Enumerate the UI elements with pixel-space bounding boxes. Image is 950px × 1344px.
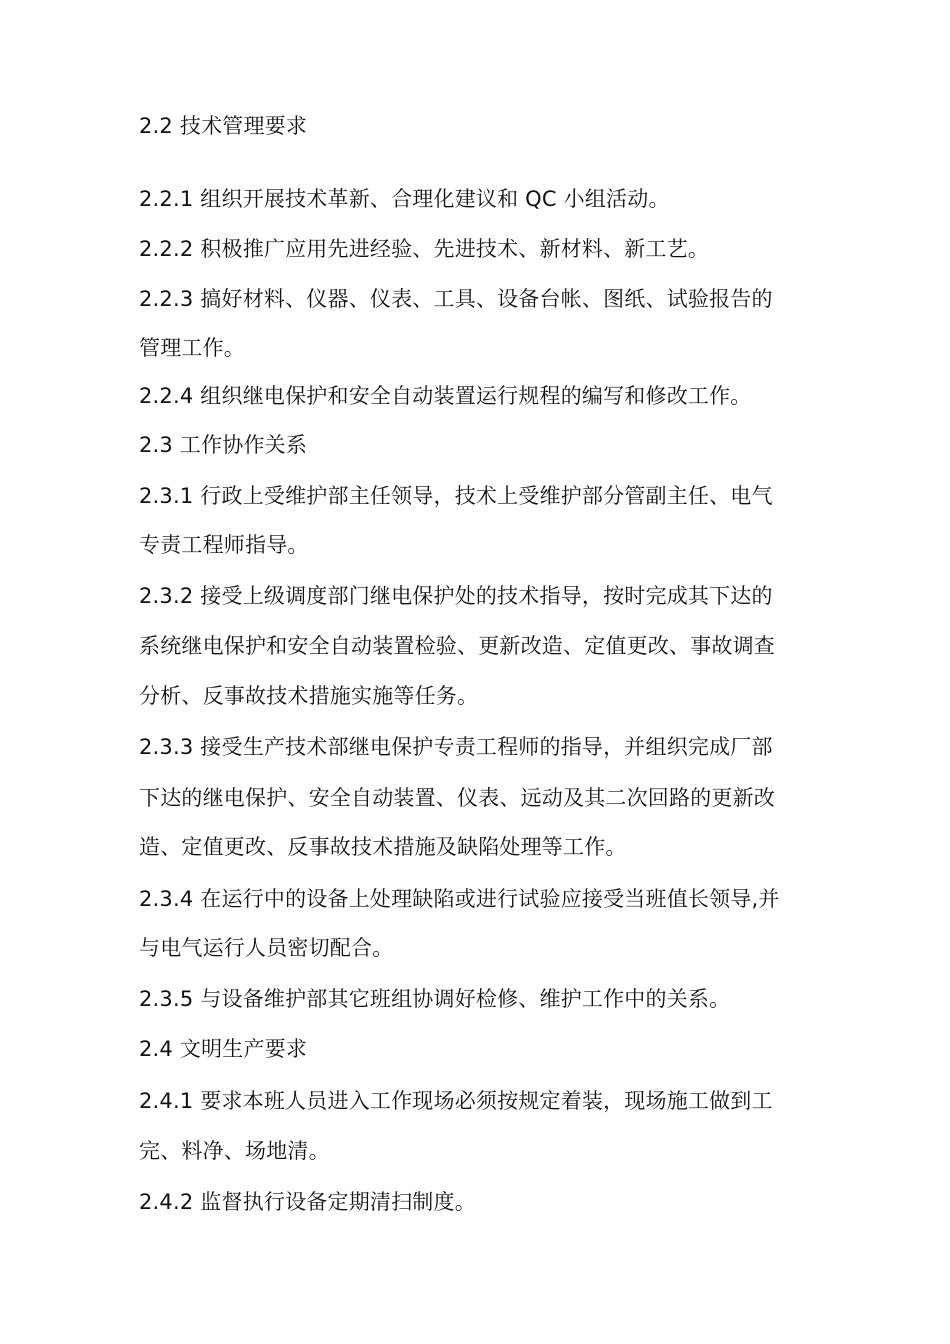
paragraph-line: 完、料净、场地清。 (139, 1139, 330, 1163)
paragraph-line: 管理工作。 (139, 336, 245, 360)
paragraph-line: 造、定值更改、反事故技术措施及缺陷处理等工作。 (139, 835, 627, 859)
paragraph-line: 2.2.2 积极推广应用先进经验、先进技术、新材料、新工艺。 (139, 237, 710, 261)
paragraph-line: 2.3.2 接受上级调度部门继电保护处的技术指导，按时完成其下达的 (139, 584, 773, 608)
paragraph-line: 2.4.1 要求本班人员进入工作现场必须按规定着装，现场施工做到工 (139, 1089, 773, 1113)
paragraph-line: 2.2.4 组织继电保护和安全自动装置运行规程的编写和修改工作。 (139, 384, 752, 408)
section-heading: 2.4 文明生产要求 (139, 1037, 308, 1061)
section-heading: 2.3 工作协作关系 (139, 433, 308, 457)
paragraph-line: 与电气运行人员密切配合。 (139, 936, 394, 960)
paragraph-line: 2.3.5 与设备维护部其它班组协调好检修、维护工作中的关系。 (139, 987, 731, 1011)
paragraph-line: 下达的继电保护、安全自动装置、仪表、远动及其二次回路的更新改 (139, 786, 775, 810)
paragraph-line: 2.2.3 搞好材料、仪器、仪表、工具、设备台帐、图纸、试验报告的 (139, 287, 773, 311)
paragraph-line: 2.3.1 行政上受维护部主任领导，技术上受维护部分管副主任、电气 (139, 484, 773, 508)
paragraph-line: 专责工程师指导。 (139, 533, 309, 557)
paragraph-line: 分析、反事故技术措施实施等任务。 (139, 684, 479, 708)
paragraph-line: 2.3.3 接受生产技术部继电保护专责工程师的指导，并组织完成厂部 (139, 735, 773, 759)
paragraph-line: 系统继电保护和安全自动装置检验、更新改造、定值更改、事故调查 (139, 634, 775, 658)
paragraph-line: 2.4.2 监督执行设备定期清扫制度。 (139, 1190, 476, 1214)
paragraph-line: 2.3.4 在运行中的设备上处理缺陷或进行试验应接受当班值长领导,并 (139, 887, 780, 911)
paragraph-line: 2.2.1 组织开展技术革新、合理化建议和 QC 小组活动。 (139, 187, 670, 211)
section-heading: 2.2 技术管理要求 (139, 114, 308, 138)
